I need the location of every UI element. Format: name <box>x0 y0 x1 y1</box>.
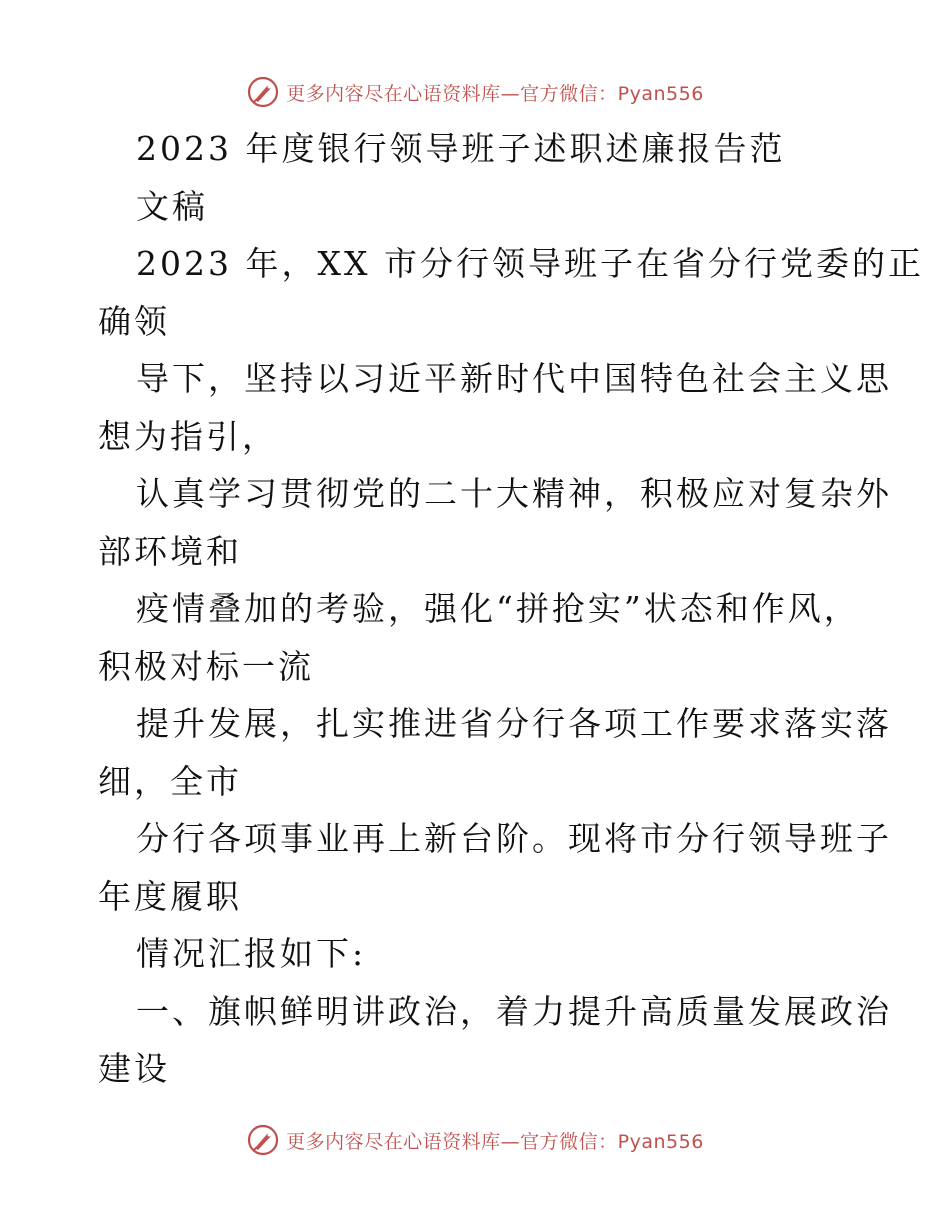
doc-line: 情况汇报如下: <box>136 934 367 973</box>
doc-line: 2023 年，XX 市分行领导班子在省分行党委的正 <box>136 244 924 283</box>
doc-line: 年度履职 <box>98 876 242 916</box>
pen-nib-logo-icon <box>246 1123 280 1157</box>
doc-line: 认真学习贯彻党的二十大精神，积极应对复杂外 <box>136 474 892 513</box>
doc-line: 提升发展，扎实推进省分行各项工作要求落实落 <box>136 704 892 743</box>
doc-line: 积极对标一流 <box>98 646 314 686</box>
pen-nib-logo-icon <box>246 75 280 109</box>
document-body <box>98 120 924 1098</box>
doc-line: 想为指引， <box>98 416 278 456</box>
doc-line: 部环境和 <box>98 531 242 571</box>
doc-line: 细，全市 <box>98 761 242 801</box>
doc-line: 一、旗帜鲜明讲政治，着力提升高质量发展政治 <box>136 991 892 1031</box>
doc-line: 文稿 <box>136 186 208 226</box>
doc-line: 导下，坚持以习近平新时代中国特色社会主义思 <box>136 359 892 398</box>
header-watermark <box>0 72 950 112</box>
doc-line: 确领 <box>98 301 170 341</box>
doc-line: 建设 <box>98 1049 170 1088</box>
doc-line: 分行各项事业再上新台阶。现将市分行领导班子 <box>136 819 892 858</box>
footer-watermark <box>0 1120 950 1160</box>
doc-line: 疫情叠加的考验，强化“拼抢实”状态和作风， <box>136 589 860 628</box>
watermark-text: 更多内容尽在心语资料库—官方微信：Pyan556 <box>286 82 704 105</box>
doc-line: 2023 年度银行领导班子述职述廉报告范 <box>136 129 786 168</box>
watermark-text: 更多内容尽在心语资料库—官方微信：Pyan556 <box>286 1130 704 1153</box>
